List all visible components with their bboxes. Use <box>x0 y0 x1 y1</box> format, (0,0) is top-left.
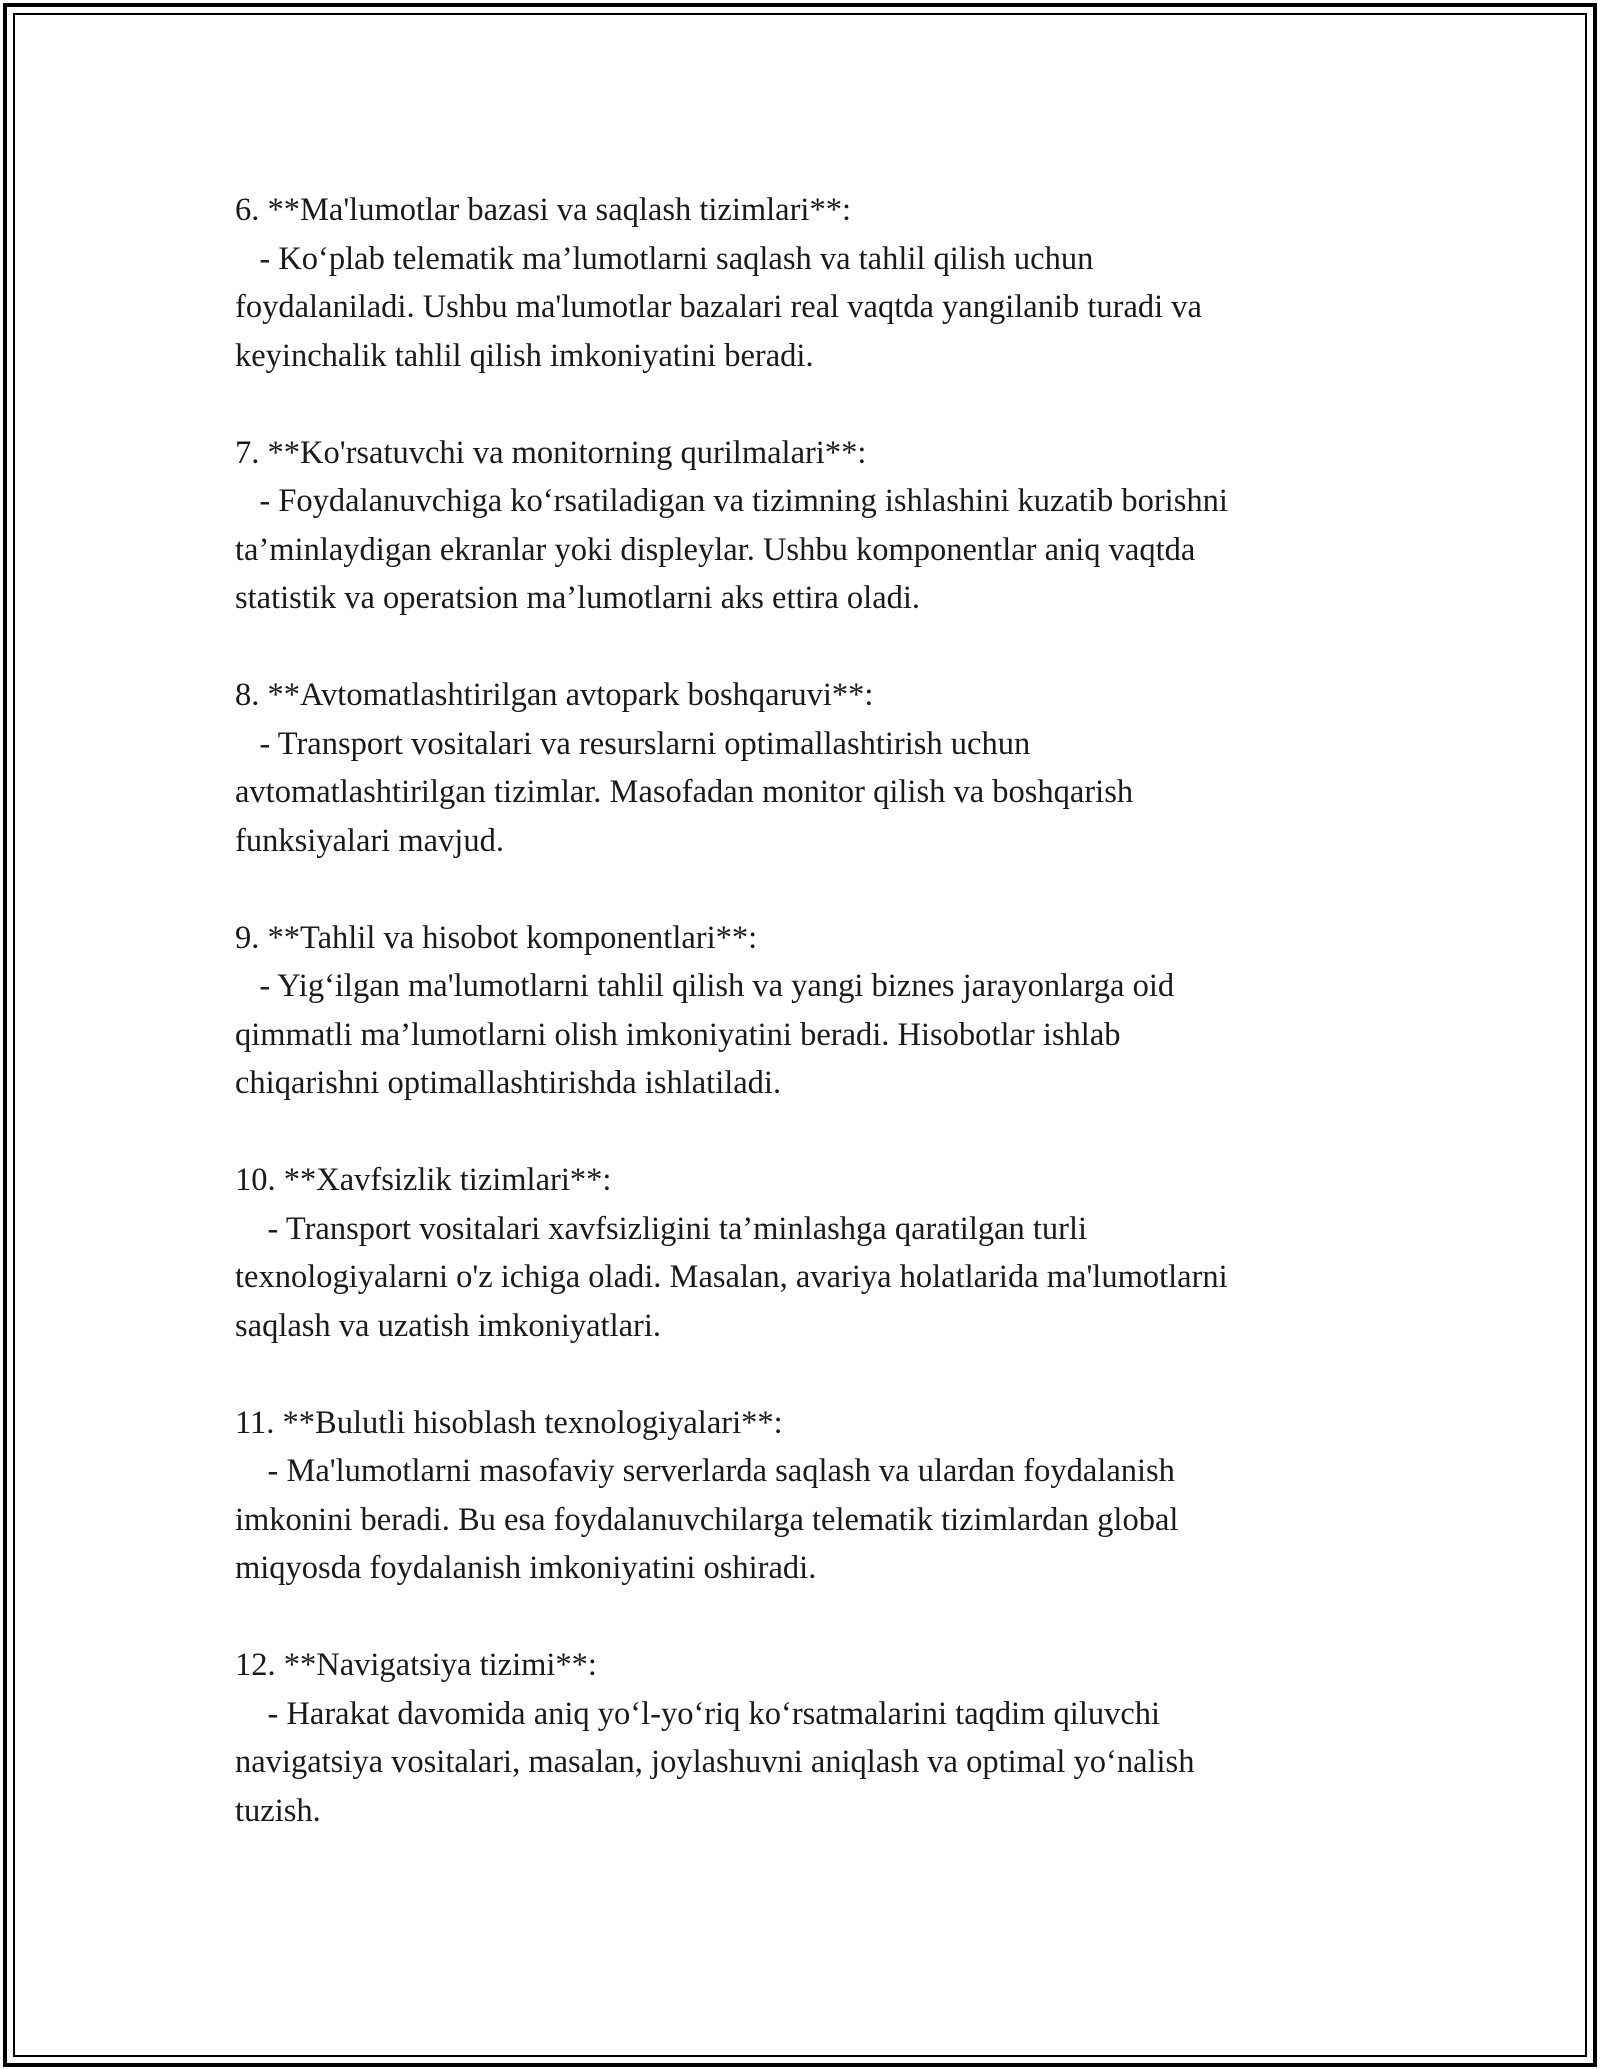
section-text-line: imkonini beradi. Bu esa foydalanuvchilarga telematik tizimlardan global <box>235 1501 1179 1538</box>
section-heading: 6. **Ma'lumotlar bazasi va saqlash tizimlari**: <box>235 192 851 228</box>
section-12 <box>235 1641 1375 1835</box>
section-heading: 8. **Avtomatlashtirilgan avtopark boshqaruvi**: <box>235 677 874 713</box>
section-heading: 9. **Tahlil va hisobot komponentlari**: <box>235 919 758 956</box>
section-text-line: foydalaniladi. Ushbu ma'lumotlar bazalari real vaqtda yangilanib turadi va <box>235 289 1202 325</box>
section-text-line: - Foydalanuvchiga ko‘rsatiladigan va tizimning ishlashini kuzatib borishni <box>235 483 1228 519</box>
section-text-line: statistik va operatsion ma’lumotlarni aks ettira oladi. <box>235 580 921 616</box>
section-text-line: texnologiyalarni o'z ichiga oladi. Masalan, avariya holatlarida ma'lumotlarni <box>235 1259 1228 1295</box>
section-text-line: ta’minlaydigan ekranlar yoki displeylar. Ushbu komponentlar aniq vaqtda <box>235 531 1196 568</box>
section-6 <box>235 186 1375 380</box>
section-heading: 10. **Xavfsizlik tizimlari**: <box>235 1162 612 1198</box>
section-text-line: - Ma'lumotlarni masofaviy serverlarda saqlash va ulardan foydalanish <box>235 1453 1175 1489</box>
section-text-line: chiqarishni optimallashtirishda ishlatiladi. <box>235 1065 782 1101</box>
section-heading: 11. **Bulutli hisoblash texnologiyalari**: <box>235 1404 783 1441</box>
document-body <box>235 186 1375 1884</box>
section-10 <box>235 1156 1375 1350</box>
section-text-line: avtomatlashtirilgan tizimlar. Masofadan monitor qilish va boshqarish <box>235 774 1134 810</box>
section-9 <box>235 914 1375 1108</box>
section-7 <box>235 429 1375 623</box>
section-8 <box>235 671 1375 865</box>
section-text-line: saqlash va uzatish imkoniyatlari. <box>235 1307 662 1344</box>
section-text-line: - Yig‘ilgan ma'lumotlarni tahlil qilish va yangi biznes jarayonlarga oid <box>235 968 1175 1004</box>
section-text-line: - Ko‘plab telematik ma’lumotlarni saqlash va tahlil qilish uchun <box>235 240 1094 277</box>
section-text-line: tuzish. <box>235 1792 321 1829</box>
section-text-line: miqyosda foydalanish imkoniyatini oshiradi. <box>235 1550 817 1586</box>
section-text-line: navigatsiya vositalari, masalan, joylashuvni aniqlash va optimal yo‘nalish <box>235 1744 1195 1780</box>
section-text-line: qimmatli ma’lumotlarni olish imkoniyatini beradi. Hisobotlar ishlab <box>235 1016 1121 1053</box>
section-text-line: keyinchalik tahlil qilish imkoniyatini beradi. <box>235 337 814 374</box>
section-text-line: - Harakat davomida aniq yo‘l-yo‘riq ko‘rsatmalarini taqdim qiluvchi <box>235 1695 1161 1732</box>
section-11 <box>235 1399 1375 1593</box>
section-text-line: - Transport vositalari va resurslarni optimallashtirish uchun <box>235 725 1031 762</box>
section-heading: 7. **Ko'rsatuvchi va monitorning qurilmalari**: <box>235 434 867 471</box>
section-text-line: funksiyalari mavjud. <box>235 822 504 859</box>
section-heading: 12. **Navigatsiya tizimi**: <box>235 1647 597 1683</box>
section-text-line: - Transport vositalari xavfsizligini ta’minlashga qaratilgan turli <box>235 1210 1088 1247</box>
